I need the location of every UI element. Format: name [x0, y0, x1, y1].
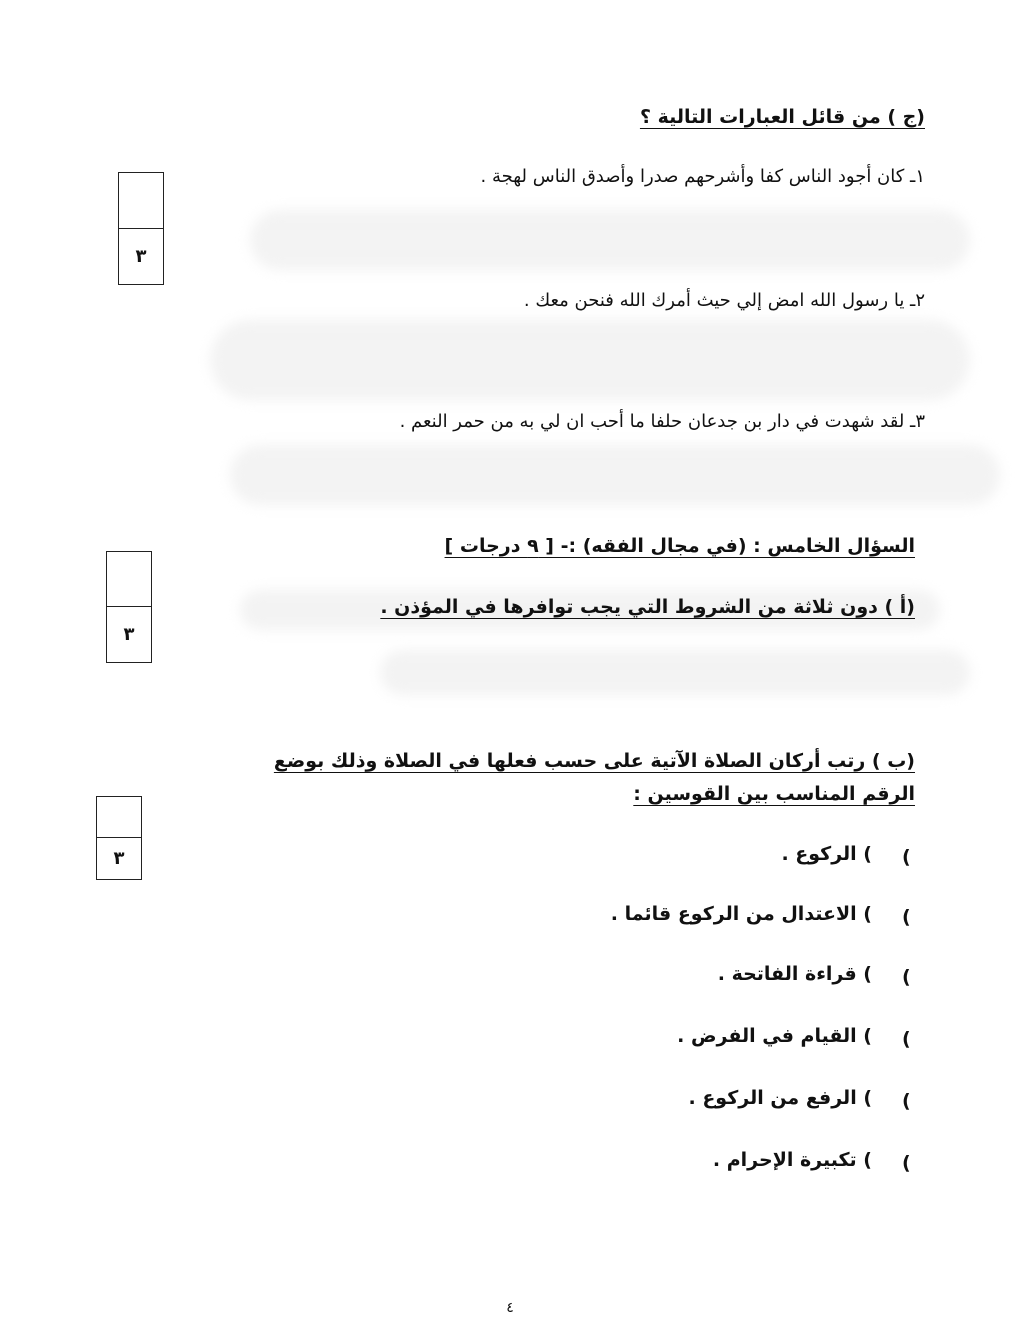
answer-open-paren: (: [902, 1152, 911, 1174]
ordering-item-6: ) تكبيرة الإحرام .: [712, 1149, 872, 1171]
answer-open-paren: (: [902, 966, 911, 988]
score-max: ٣: [113, 848, 125, 869]
ordering-item-4: ) القيام في الفرض .: [677, 1025, 872, 1047]
answer-open-paren: (: [902, 846, 911, 868]
scan-smudge: [380, 650, 970, 695]
ordering-item-3: ) قراءة الفاتحة .: [717, 963, 872, 985]
section-c-item-1: ١ـ كان أجود الناس كفا وأشرحهم صدرا وأصدق الناس لهجة .: [480, 166, 925, 187]
score-max: ٣: [135, 245, 147, 267]
question-5-part-b-line-2: الرقم المناسب بين القوسين :: [633, 783, 915, 805]
section-c-heading: (ج ) من قائل العبارات التالية ؟: [639, 106, 925, 128]
score-entry-cell[interactable]: [119, 173, 163, 229]
question-5-heading: السؤال الخامس : (في مجال الفقه) :- [ ٩ درجات ]: [444, 535, 915, 557]
score-entry-cell[interactable]: [97, 797, 141, 838]
answer-open-paren: (: [902, 1028, 911, 1050]
question-5-part-b-line-1: (ب ) رتب أركان الصلاة الآتية على حسب فعلها في الصلاة وذلك بوضع: [273, 750, 915, 772]
section-c-item-2: ٢ـ يا رسول الله امض إلي حيث أمرك الله فنحن معك .: [523, 290, 925, 311]
answer-open-paren: (: [902, 906, 911, 928]
scan-smudge: [250, 210, 970, 270]
score-entry-cell[interactable]: [107, 552, 151, 607]
score-box-section-c: [118, 172, 164, 285]
score-max: ٣: [123, 624, 135, 645]
ordering-item-1: ) الركوع .: [781, 843, 872, 865]
ordering-item-5: ) الرفع من الركوع .: [688, 1087, 872, 1109]
score-box-part-b: [96, 796, 142, 880]
score-box-part-a: [106, 551, 152, 663]
answer-open-paren: (: [902, 1090, 911, 1112]
page-number: ٤: [506, 1300, 514, 1316]
section-c-item-3: ٣ـ لقد شهدت في دار بن جدعان حلفا ما أحب ان لي به من حمر النعم .: [399, 411, 925, 432]
scan-smudge: [230, 445, 1000, 505]
scan-smudge: [210, 320, 970, 400]
ordering-item-2: ) الاعتدال من الركوع قائما .: [610, 903, 872, 925]
question-5-part-a: (أ ) دون ثلاثة من الشروط التي يجب توافرها في المؤذن .: [380, 596, 915, 618]
